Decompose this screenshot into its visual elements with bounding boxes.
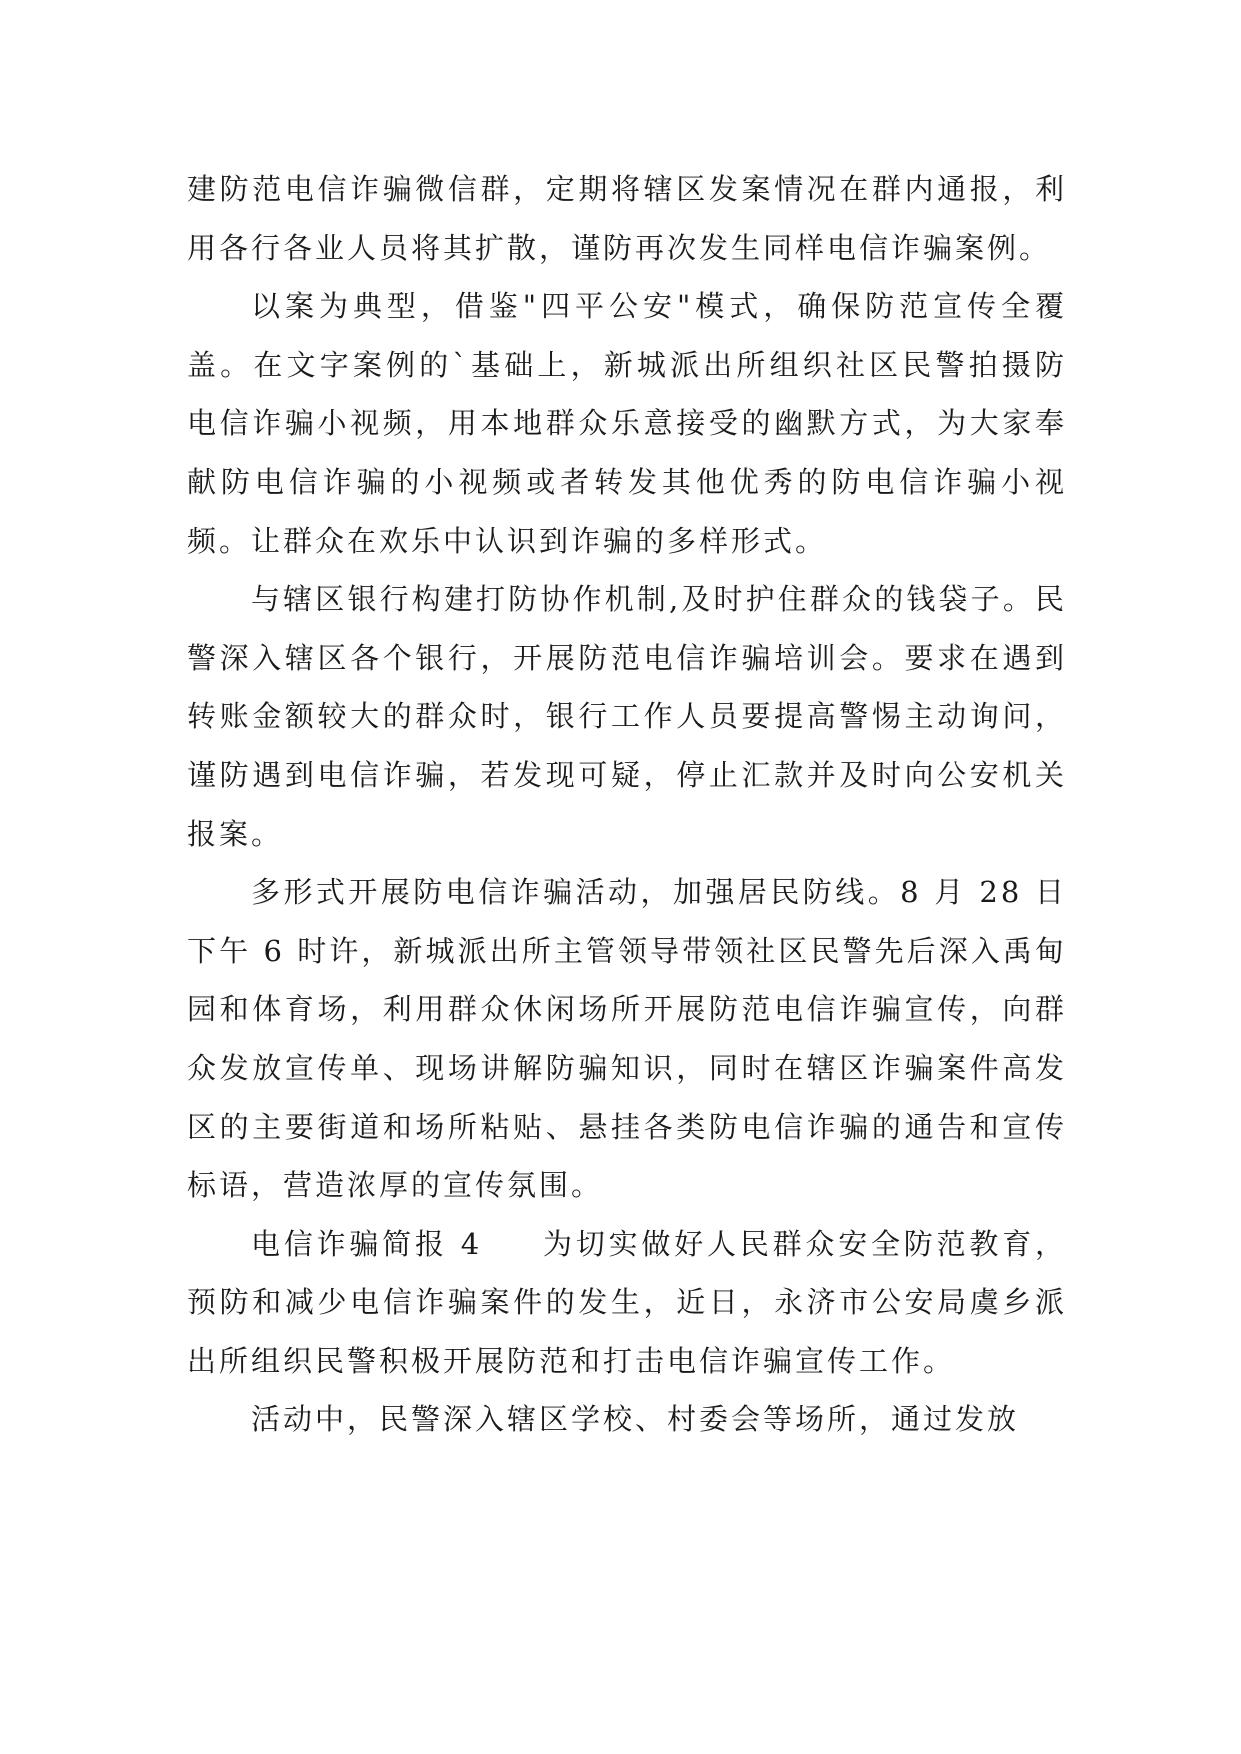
paragraph-case-typical: 以案为典型，借鉴"四平公安"模式，确保防范宣传全覆盖。在文字案例的`基础上，新城派出所组织社区民警拍摄防电信诈骗小视频，用本地群众乐意接受的幽默方式，为大家奉献防电信诈骗的小视频或者转发其他优秀的防电信诈骗小视频。让群众在欢乐中认识到诈骗的多样形式。 xyxy=(187,289,1067,558)
paragraph-multi-form-activity: 多形式开展防电信诈骗活动，加强居民防线。8 月 28 日下午 6 时许，新城派出所主管领导带领社区民警先后深入禹甸园和体育场，利用群众休闲场所开展防范电信诈骗宣传，向群众发放宣传单、现场讲解防骗知识，同时在辖区诈骗案件高发区的主要街道和场所粘贴、悬挂各类防电信诈骗的通告和宣传标语，营造浓厚的宣传氛围。 xyxy=(187,875,1067,1203)
paragraph-bank-cooperation: 与辖区银行构建打防协作机制,及时护住群众的钱袋子。民警深入辖区各个银行，开展防范电信诈骗培训会。要求在遇到转账金额较大的群众时，银行工作人员要提高警惕主动询问，谨防遇到电信诈骗，若发现可疑，停止汇款并及时向公安机关报案。 xyxy=(187,582,1067,851)
document-body xyxy=(187,160,1067,1449)
paragraph-report-4 xyxy=(187,1215,1067,1391)
report-heading: 电信诈骗简报 4 xyxy=(251,1226,483,1261)
paragraph-continued: 建防范电信诈骗微信群，定期将辖区发案情况在群内通报，利用各行各业人员将其扩散，谨防再次发生同样电信诈骗案例。 xyxy=(187,172,1067,265)
paragraph-activity: 活动中，民警深入辖区学校、村委会等场所，通过发放 xyxy=(251,1402,1020,1437)
report-text: 为切实做好人民群众安全防范教育，预防和减少电信诈骗案件的发生，近日，永济市公安局虞乡派出所组织民警积极开展防范和打击电信诈骗宣传工作。 xyxy=(187,1226,1067,1378)
